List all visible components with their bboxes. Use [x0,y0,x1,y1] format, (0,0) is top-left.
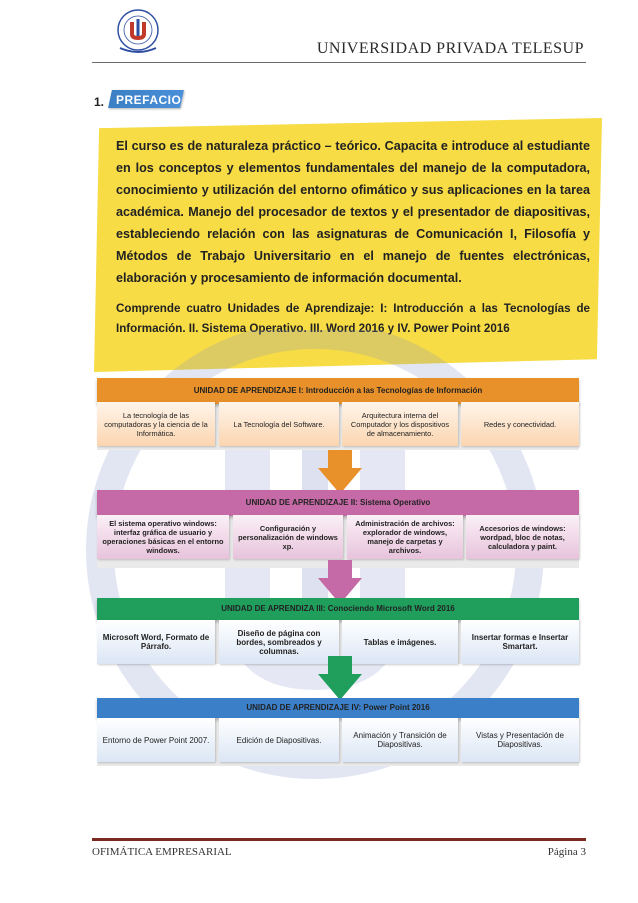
footer-divider [92,838,586,841]
unit-4-item: Vistas y Presentación de Diapositivas. [461,718,579,762]
unit-2-item: Accesorios de windows: wordpad, bloc de notas, calculadora y paint. [466,515,579,559]
unit-1-item: La Tecnología del Software. [219,402,339,446]
header-divider [92,62,586,63]
footer-course-name: OFIMÁTICA EMPRESARIAL [92,846,232,858]
header-title: UNIVERSIDAD PRIVADA TELESUP [316,40,584,57]
unit-4-title: UNIDAD DE APRENDIZAJE IV: Power Point 2016 [97,698,579,718]
university-logo [112,8,164,56]
section-number: 1. [94,95,105,109]
preface-paragraph-1: El curso es de naturaleza práctico – teórico. Capacita e introduce al estudiante en los conceptos y elementos fundamentales del manejo de la computadora, conocimiento y utilización del entorno ofimático y sus aplicaciones en la tarea académica. Manejo del procesador de textos y el presentador de diapositivas, estableciendo relación con las asignaturas de Comunicación I, Filosofía y Métodos de Trabajo Universitario en el manejo de fuentes electrónicas, elaboración y procesamiento de información documental. [116,139,590,285]
down-arrow-icon [318,656,362,700]
unit-2-item: Administración de archivos: explorador de windows, manejo de carpetas y archivos. [347,515,463,559]
page-number: Página 3 [547,846,586,858]
unit-4-item: Edición de Diapositivas. [219,718,339,762]
unit-3-item: Tablas e imágenes. [342,620,458,664]
unit-3-item: Microsoft Word, Formato de Párrafo. [97,620,215,664]
unit-2-item: El sistema operativo windows: interfaz gráfica de usuario y operaciones básicas en el entorno windows. [97,515,229,559]
unit-1-item: La tecnología de las computadoras y la ciencia de la Informática. [97,402,215,446]
preface-paragraph-2: Comprende cuatro Unidades de Aprendizaje: I: Introducción a las Tecnologías de Información. II. Sistema Operativo. III. Word 2016 y IV. Power Point 2016 [116,302,590,335]
down-arrow-icon [318,450,362,494]
unit-3-title: UNIDAD DE APRENDIZA III: Conociendo Microsoft Word 2016 [97,598,579,620]
unit-1-item: Arquitectura interna del Computador y los dispositivos de almacenamiento. [342,402,458,446]
unit-2-item: Configuración y personalización de windows xp. [233,515,343,559]
unit-3-item: Insertar formas e Insertar Smartart. [461,620,579,664]
unit-3-item: Diseño de página con bordes, sombreados y columnas. [219,620,339,664]
unit-1-item: Redes y conectividad. [461,402,579,446]
unit-1-title: UNIDAD DE APRENDIZAJE I: Introducción a las Tecnologías de Información [97,378,579,404]
unit-4-item: Entorno de Power Point 2007. [97,718,215,762]
unit-2-title: UNIDAD DE APRENDIZAJE II: Sistema Operativo [97,490,579,516]
unit-4-item: Animación y Transición de Diapositivas. [342,718,458,762]
section-title: PREFACIO [116,93,182,107]
